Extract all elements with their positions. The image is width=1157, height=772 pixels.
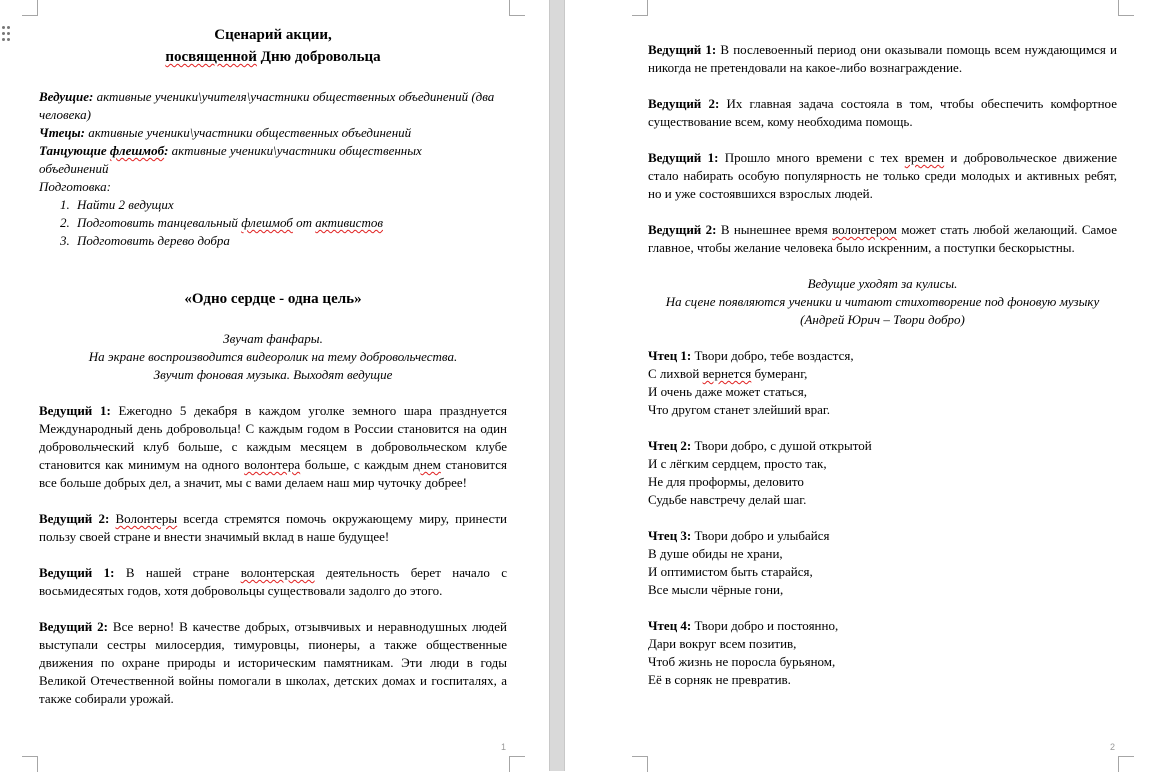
margin-corner-mark <box>632 0 648 16</box>
roles-block <box>39 88 507 196</box>
page-number: 2 <box>1110 742 1116 752</box>
speech-paragraph: Ведущий 2: Их главная задача состояла в том, чтобы обеспечить комфортное существование всем, кому необходима помощь. <box>648 96 1117 129</box>
event-subtitle: «Одно сердце - одна цель» <box>184 291 362 307</box>
poem-stanza: Чтец 4: Твори добро и постоянно, Дари вокруг всем позитив, Чтоб жизнь не поросла бурьяном, Её в сорняк не превратив. <box>648 618 839 687</box>
list-item: 2. Подготовить танцевальный флешмоб от активистов <box>73 214 507 232</box>
speech-paragraph: Ведущий 2: Все верно! В качестве добрых, отзывчивых и неравнодушных людей выступали сестры милосердия, тимуровцы, пионеры, а также общественные движения по охране природы и историческим памятникам. Эти люди в годы Великой Отечественной войны помогали в школах, детских домах и госпиталях, а также собирали урожай. <box>39 619 507 706</box>
document-title: Сценарий акции, посвященной Дню добровольца <box>165 27 381 65</box>
role-readers: Чтецы: активные ученики\участники общественных объединений <box>39 125 412 140</box>
speech-paragraph: Ведущий 1: В нашей стране волонтерская деятельность берет начало с восьмидесятых годов, хотя добровольцы существовали задолго до этого. <box>39 565 507 598</box>
poem-stanza: Чтец 2: Твори добро, с душой открытой И с лёгким сердцем, просто так, Не для проформы, деловито Судьбе навстречу делай шаг. <box>648 438 872 507</box>
speech-paragraph: Ведущий 2: Волонтеры всегда стремятся помочь окружающему миру, принести пользу своей стране и внести значимый вклад в наше будущее! <box>39 511 507 544</box>
speech-paragraph: Ведущий 1: Прошло много времени с тех времен и добровольческое движение стало набирать особую популярность не только среди молодых и активных ребят, но и уже состоявшихся взрослых людей. <box>648 150 1117 201</box>
page-gutter <box>549 0 565 771</box>
list-item: 3. Подготовить дерево добра <box>73 232 507 250</box>
margin-corner-mark <box>22 756 38 772</box>
margin-corner-mark <box>1118 756 1134 772</box>
role-dancers: Танцующие флешмоб: активные ученики\участники общественных объединений <box>39 143 422 176</box>
document-page-2 <box>565 0 1157 771</box>
stage-direction: Звучат фанфары. На экране воспроизводится видеоролик на тему добровольчества. Звучит фоновая музыка. Выходят ведущие <box>88 331 458 382</box>
page-2-body <box>648 41 1117 689</box>
preparation-list <box>39 196 507 250</box>
list-item: 1. Найти 2 ведущих <box>73 196 507 214</box>
margin-corner-mark <box>509 0 525 16</box>
page-1-body <box>39 24 507 708</box>
page-number: 1 <box>501 742 507 752</box>
speech-paragraph: Ведущий 1: Ежегодно 5 декабря в каждом уголке земного шара празднуется Международный день добровольца! С каждым годом в России становится на один добровольческий клуб больше, с каждым месяцем в добровольческом клубе становится как минимум на одного волонтера больше, с каждым днем становится все больше добрых дел, а значит, мы с вами делаем наш мир чуточку добрее! <box>39 403 507 490</box>
margin-corner-mark <box>1118 0 1134 16</box>
role-hosts: Ведущие: активные ученики\учителя\участники общественных объединений (два человека) <box>39 89 495 122</box>
margin-corner-mark <box>22 0 38 16</box>
speech-paragraph: Ведущий 2: В нынешнее время волонтером может стать любой желающий. Самое главное, чтобы желание человека было искренним, а поступки бескорыстны. <box>648 222 1117 255</box>
speech-paragraph: Ведущий 1: В послевоенный период они оказывали помощь всем нуждающимся и никогда не претендовали на какое-либо вознаграждение. <box>648 42 1117 75</box>
table-move-handle-icon[interactable] <box>1 24 13 44</box>
preparation-label: Подготовка: <box>39 179 111 194</box>
margin-corner-mark <box>632 756 648 772</box>
poem-stanza: Чтец 3: Твори добро и улыбайся В душе обиды не храни, И оптимистом быть старайся, Все мысли чёрные гони, <box>648 528 830 597</box>
margin-corner-mark <box>509 756 525 772</box>
poem-stanza: Чтец 1: Твори добро, тебе воздастся, С лихвой вернется бумеранг, И очень даже может статься, Что другом станет злейший враг. <box>648 348 854 417</box>
stage-direction: Ведущие уходят за кулисы. На сцене появляются ученики и читают стихотворение под фоновую музыку (Андрей Юрич – Твори добро) <box>665 276 1100 327</box>
document-page-1 <box>0 0 549 771</box>
